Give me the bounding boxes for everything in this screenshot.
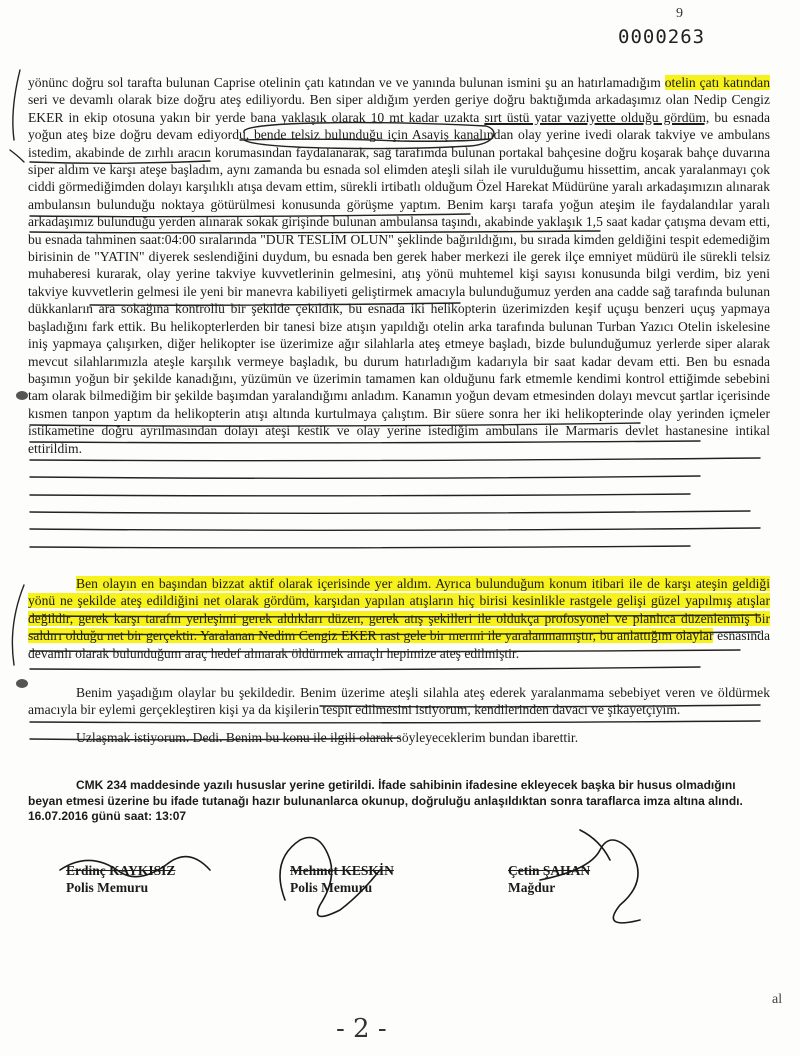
paragraph-text: Benim yaşadığım olaylar bu şekildedir. Benim üzerime ateşli silahla ateş ederek yaralanmama sebebiyet veren ve öldürmek amacıyla bir eylemi gerçekleştiren kişi ya da kişilerin tespit edilmesini istiyorum, kendilerinden davacı ve şikayetçiyim.	[28, 685, 770, 718]
signature-scribble	[580, 830, 610, 860]
underline-stroke	[30, 476, 700, 478]
underline-stroke	[30, 667, 700, 670]
paragraph-text: esnasında devamlı olarak bulunduğum araç hedef alınarak öldürmek amaçlı hepimize ateş edilmiştir.	[28, 628, 770, 661]
margin-tick	[10, 150, 24, 162]
punch-hole-mark	[16, 679, 28, 688]
signer-name: Erdinç KAYKISIZ	[66, 863, 176, 878]
statement-paragraph-1	[28, 74, 770, 457]
underline-stroke	[30, 458, 760, 461]
punch-hole-mark	[16, 391, 28, 400]
closing-date: 16.07.2016 günü saat: 13:07	[28, 809, 187, 824]
signature-block-officer-2	[290, 862, 460, 896]
underline-stroke	[30, 494, 690, 496]
statement-paragraph-2	[28, 575, 770, 662]
signer-title: Mağdur	[508, 880, 556, 895]
top-handwritten-mark: 9	[676, 6, 683, 21]
signature-block-officer-1	[66, 862, 236, 896]
paragraph-text: yönünc doğru sol tarafta bulunan Caprise otelinin çatı katından ve ve yanında bulunan ismini şu an hatırlamadığım	[28, 75, 665, 90]
paragraph-text: seri ve devamlı olarak bize doğru ateş ediliyordu. Ben siper aldığım yerden geriye doğru baktığımda arkadaşımız olan Nedip Cengiz EKER in ekip otosuna yakın bir yerde bana yaklaşık olarak 10 mt kadar uzakta	[28, 92, 770, 125]
statement-paragraph-3	[28, 684, 770, 746]
signer-name: Çetin ŞAHAN	[508, 863, 591, 878]
legal-closing	[28, 778, 770, 825]
signer-title: Polis Memuru	[290, 880, 373, 895]
highlighted-text: otelin çatı katından	[664, 75, 770, 90]
closing-sentence: Uzlaşmak istiyorum. Dedi. Benim bu konu ile ilgili olarak söyleyeceklerim bundan ibarettir.	[76, 729, 579, 745]
signer-name: Mehmet KESKİN	[290, 863, 394, 878]
underline-stroke	[30, 546, 690, 548]
page-number: - 2 -	[336, 1014, 387, 1044]
signer-title: Polis Memuru	[66, 880, 149, 895]
highlighted-text: Ben olayın en başından bizzat aktif olarak içerisinde yer aldım. Ayrıca bulunduğum konum itibari ile de karşı ateşin geldiği yönü ne şekilde ateş edildiğini net olarak gördüm, karşıdan yapılan atışların hiç birisi kesinlikle rastgele gelişi güzel yapılmış atışlar değildir, gerek karşı tarafın yerleşimi gerek aldıkları düzen, gerek atış şekilleri ile oldukça profosyonel ve planlıca düzenlenmiş bir saldırı olduğu net bir gerçektir. Yaralanan Nedim Cengiz EKER rast gele bir mermi ile yaralanmamıştır, bu anlattığım olaylar	[28, 576, 770, 644]
closing-text: CMK 234 maddesinde yazılı hususlar yerine getirildi. İfade sahibinin ifadesine ekleyecek başka bir husus olmadığını beyan etmesi üzerine bu ifade tutanağı hazır bulunanlarca okunup, doğruluğu anlaşıldıktan sonra taraflarca imza altına alındı.	[28, 778, 743, 808]
underlined-text: sırt üstü yatar vaziyette olduğu gördüm,	[484, 109, 710, 125]
margin-bracket	[13, 70, 20, 140]
margin-handwritten-mark: al	[772, 992, 783, 1007]
document-number: 0000263	[618, 26, 706, 48]
signature-block-victim	[508, 862, 678, 896]
underline-stroke	[30, 528, 760, 530]
paragraph-text: bu esnada yoğun ateş bize doğru devam ediyordu, bende telsiz bulunduğu için Asayiş kanalından olay yerine ivedi olarak takviye ve ambulans istedim, akabinde de zırhlı aracın korumasından faydalanarak, sağ tarafımda bulunan portakal bahçesine doğru koşarak bahçe duvarına siper aldım ve karşı ateşe başladım, aynı zamanda bu esnada sol elimden ateşli silah ile vurulduğumu hissettim, ancak yaralanmayı çok ciddi görmediğimden dolayı karşılıklı atışa devam ettim, sürekli irtibatlı olduğum Özel Harekat Müdürüne yaralı arkadaşımızın alınarak ambulansın bulunduğu noktaya götürülmesi konusunda görüşme yaptım. Benim karşı tarafa yoğun ateşim ile faydalandılar yaralı arkadaşımız bulunduğu yerden alınarak sokak girişinde bulunan ambulansa taşındı, akabinde yaklaşık 1,5 saat kadar çatışma devam etti, bu esnada tahminen saat:04:00 sıralarında "DUR TESLİM OLUN" şeklinde bağırıldığını, bu sırada kimden geldiğini tespit edemediğim birisinin de "YATIN" diyerek seslendiğini duydum, bu esnada ben gerek haber merkezi ile gerek ilçe emniyet müdürü ile sürekli telsiz muhaberesi kurarak, olay yerine takviye kuvvetlerinin gelmesini, atış yönü muhtemel kişi sayısı konusunda bilgi verdim, biz yeni takviye kuvvetlerin gelmesi ile yeni bir manevra kabiliyeti geliştirmek amacıyla bulunduğumuz yerden ana cadde sağ tarafında bulunan dükkanların ara sokağına kontrollü bir şekilde çekildik, bu esnada iki helikopterin üzerimizden keşif uçuşu benzeri uçuş yapmaya başladığını fark ettik. Bu helikopterlerden bir tanesi bize atışın yapıldığı otelin arka tarafında bulunan Turban Yazıcı Otelin iskelesine iniş yapmaya çalışırken, diğer helikopter ise üzerimize ağır silahlarla ateş etmeye başladı, bizde bulunduğumuz yerlerde siper alarak mevcut silahlarımızla ateşle karşılık vermeye başladık, bu durum hatırladığım kadarıyla bir saat kadar devam etti. Ben bu esnada başımın yoğun bir şekilde kanadığını, yüzümün ve üzerimin tamamen kan olduğunu fark etmemle kendimi kontrol ettiğimde sebebini tam olarak bilmediğim bir şekilde başımdan yaralandığımı anladım. Kanamın yoğun devam etmesinden dolayı mevcut şartlar içerisinde kısmen tanpon yaptım da helikopterin atışı altında kurtulmaya çalıştım. Bir süere sonra her iki helikopterinde olay yerinden içmeler istikametine doğru ayrılmasından dolayı ateşi kestik ve olay yerine istediğim ambulans ile Marmaris devlet hastanesine intikal ettirildim.	[28, 109, 770, 456]
margin-bracket	[12, 585, 24, 665]
underline-stroke	[30, 511, 750, 513]
